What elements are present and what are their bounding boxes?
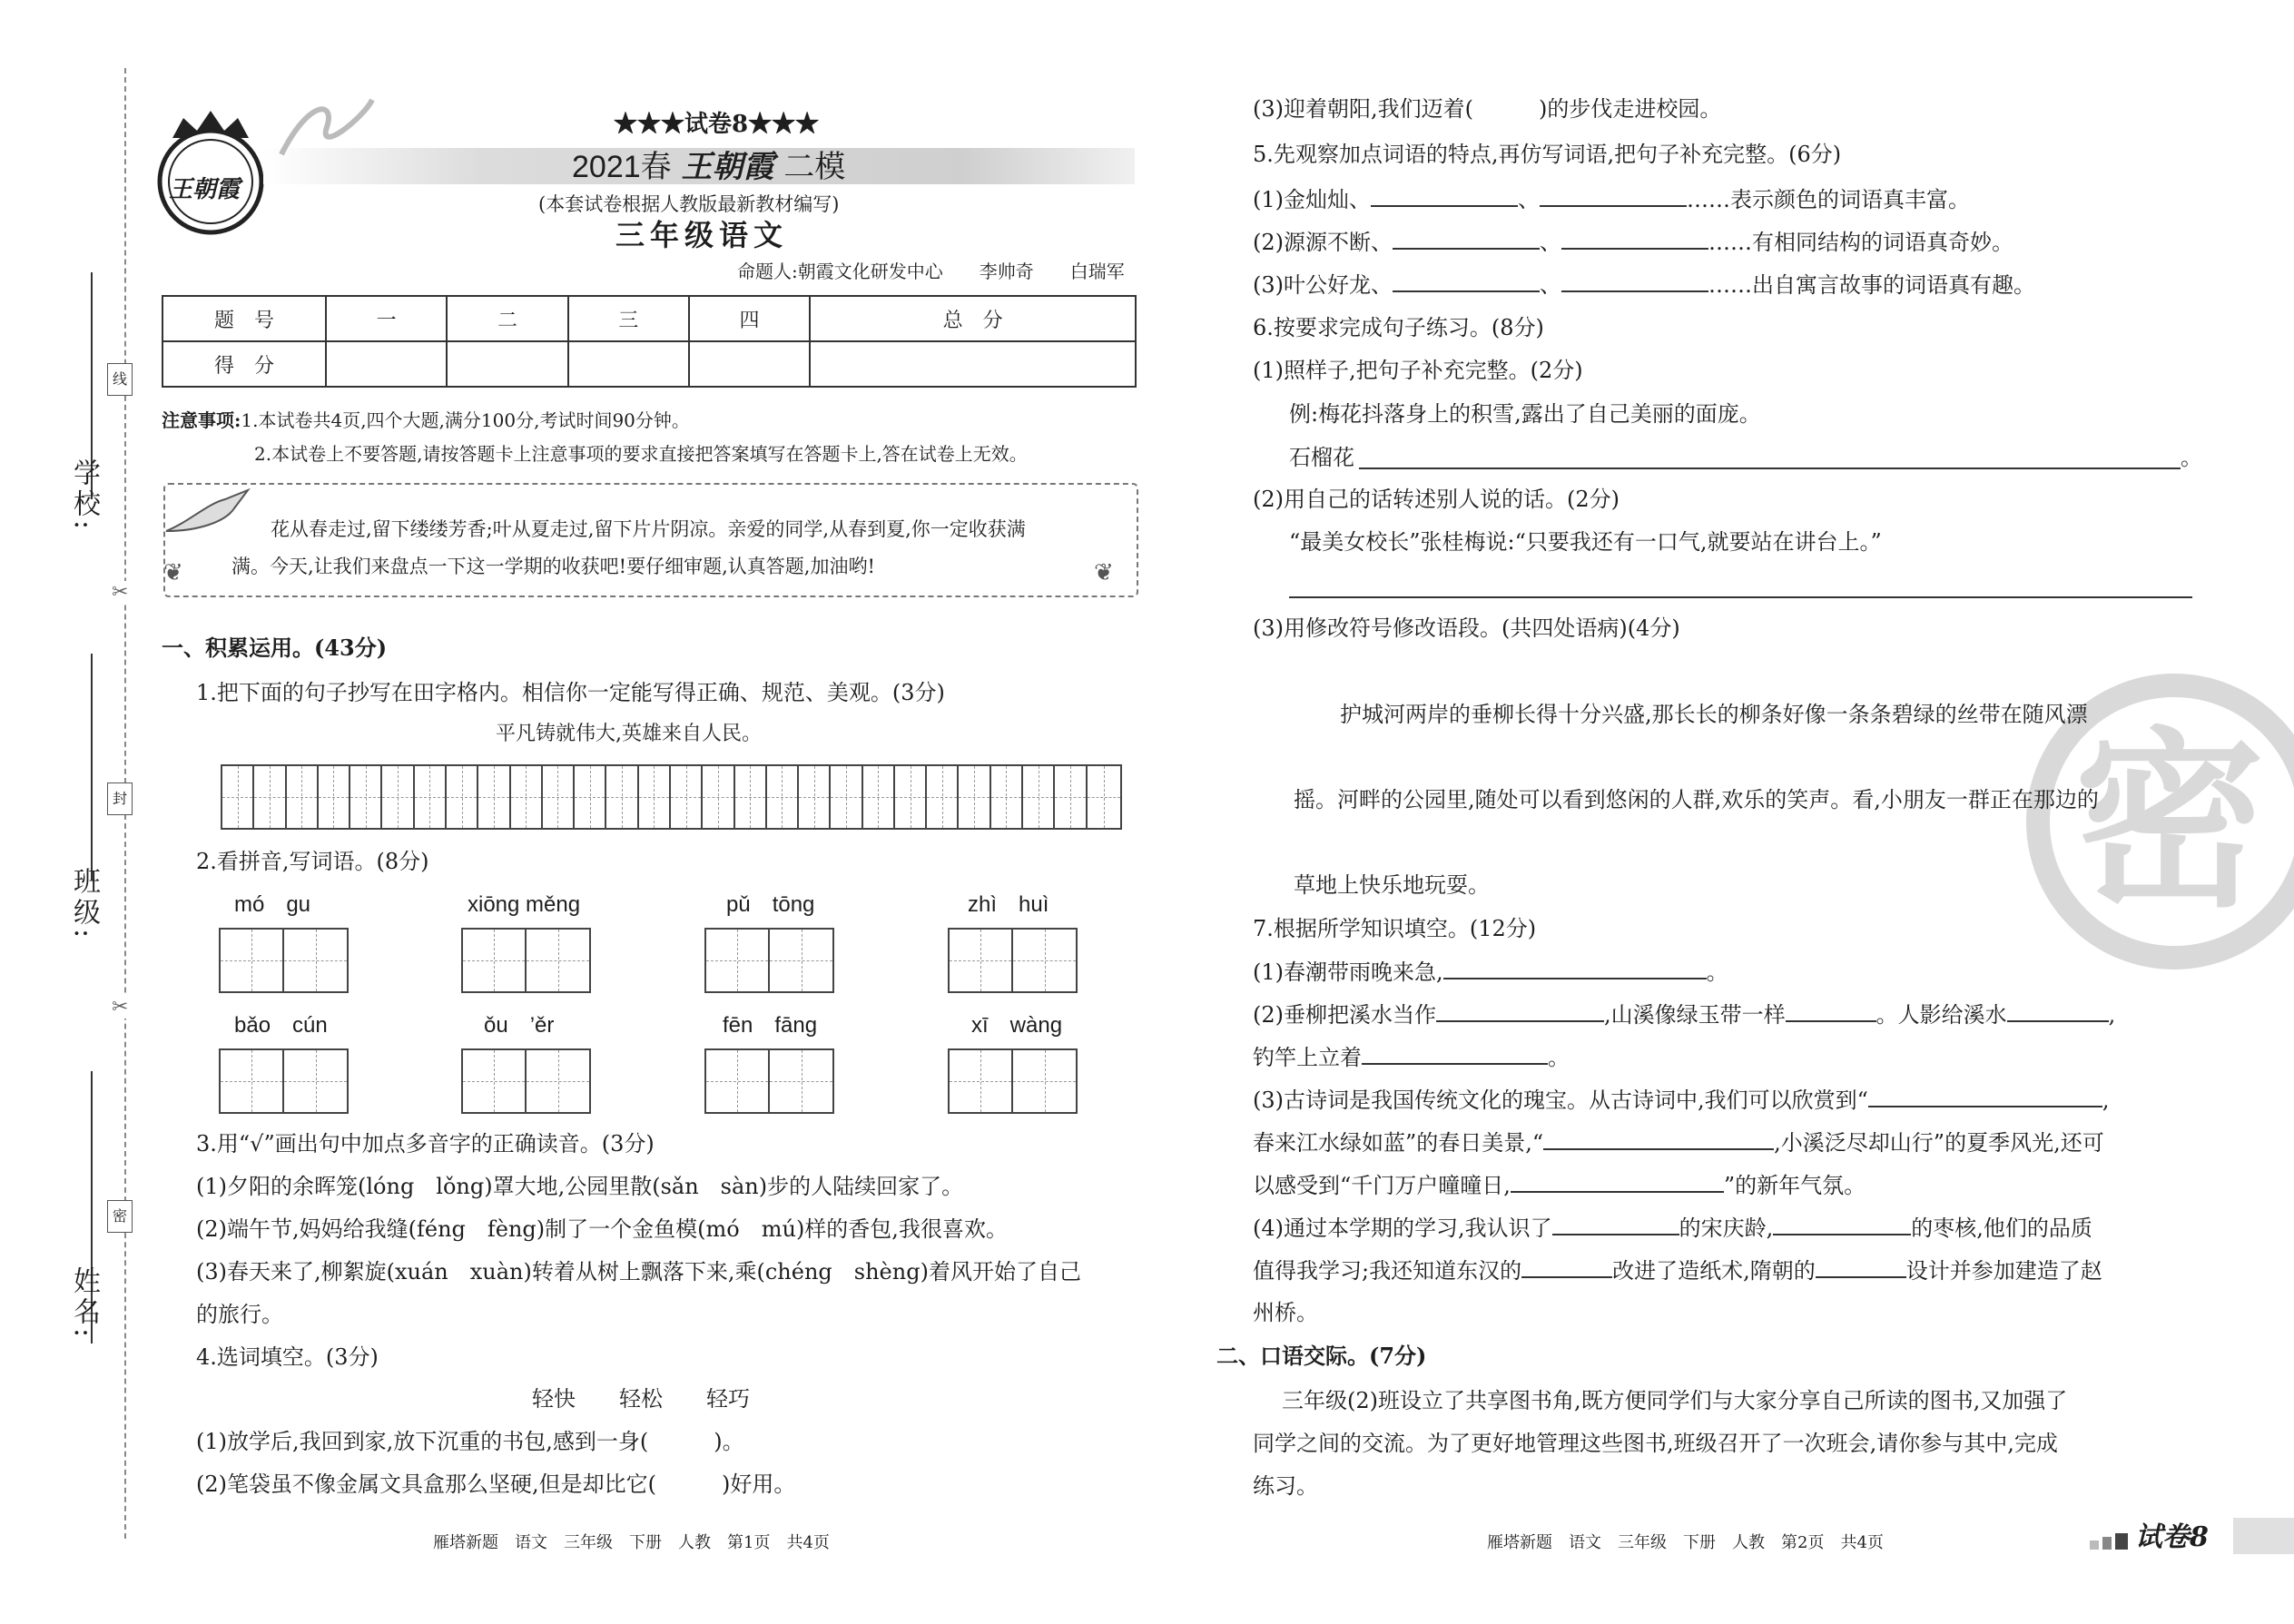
question-6-3-para-2: 摇。河畔的公园里,随处可以看到悠闲的人群,欢乐的笑声。看,小朋友一群正在那边的	[1294, 787, 2099, 812]
margin-name-label: 姓名:	[68, 1266, 100, 1342]
question-7-3-cont-1: 春来江水绿如蓝”的春日美景,“ ,小溪泛尽却山行”的夏季风光,还可	[1253, 1130, 2104, 1156]
notes-title: 注意事项:	[162, 409, 241, 431]
question-6-1-end: 。	[2181, 445, 2202, 470]
score-cell[interactable]	[447, 341, 567, 387]
sprout-icon: ❦	[1094, 559, 1114, 586]
notes-line-1	[162, 407, 690, 434]
pinyin-1: mó gu	[234, 892, 311, 917]
question-5: 5.先观察加点词语的特点,再仿写词语,把句子补充完整。(6分)	[1253, 142, 1842, 167]
question-7-4: (4)通过本学期的学习,我认识了 的宋庆龄, 的枣核,他们的品质	[1253, 1216, 2092, 1241]
ribbon-decoration	[272, 91, 381, 167]
answer-grid[interactable]	[948, 1048, 1078, 1114]
score-table-col-4: 四	[689, 296, 810, 341]
section-2-line-2: 同学之间的交流。为了更好地管理这些图书,班级召开了一次班会,请你参与其中,完成	[1253, 1431, 2058, 1456]
question-4-item-3: (3)迎着朝阳,我们迈着( )的步伐走进校园。	[1253, 96, 1722, 122]
question-7-4-cont-2: 州桥。	[1253, 1300, 1318, 1325]
note-1: 1.本试卷共4页,四个大题,满分100分,考试时间90分钟。	[241, 409, 690, 431]
question-3: 3.用“√”画出句中加点多音字的正确读音。(3分)	[196, 1131, 655, 1156]
pinyin-2: xiōng měng	[468, 892, 581, 917]
score-cell[interactable]	[810, 341, 1136, 387]
question-4-item-1: (1)放学后,我回到家,放下沉重的书包,感到一身( )。	[196, 1429, 744, 1454]
intro-line-2: 满。今天,让我们来盘点一下这一学期的收获吧!要仔细审题,认真答题,加油哟!	[231, 556, 875, 577]
answer-grid[interactable]	[219, 1048, 349, 1114]
score-cell[interactable]	[689, 341, 810, 387]
question-1: 1.把下面的句子抄写在田字格内。相信你一定能写得正确、规范、美观。(3分)	[196, 680, 945, 705]
score-table-col-total: 总 分	[810, 296, 1136, 341]
answer-grid[interactable]	[948, 928, 1078, 993]
blank-field[interactable]	[1393, 271, 1540, 292]
section-2-title: 二、口语交际。(7分)	[1216, 1343, 1427, 1369]
question-6-1: (1)照样子,把句子补充完整。(2分)	[1253, 358, 1583, 383]
pinyin-5: bǎo cún	[234, 1013, 328, 1038]
blank-field[interactable]	[1443, 958, 1707, 979]
blank-field[interactable]	[1362, 1043, 1548, 1065]
blank-field[interactable]	[1552, 1214, 1679, 1235]
watermark-text: 密	[2074, 709, 2266, 933]
blank-field[interactable]	[1561, 271, 1708, 292]
question-7-4-cont-1: 值得我学习;我还知道东汉的 改进了造纸术,隋朝的 设计并参加建造了赵	[1253, 1258, 2102, 1284]
question-2: 2.看拼音,写词语。(8分)	[196, 849, 429, 874]
question-6-2-quote: “最美女校长”张桂梅说:“只要我还有一口气,就要站在讲台上。”	[1289, 529, 1882, 555]
question-7-3-cont-2: 以感受到“千门万户曈曈日, ”的新年气氛。	[1253, 1173, 1866, 1198]
question-6-3-para-3: 草地上快乐地玩耍。	[1294, 872, 1490, 898]
pinyin-4: zhì huì	[968, 892, 1049, 917]
question-7-1: (1)春潮带雨晚来急, 。	[1253, 960, 1728, 985]
intro-line-1: 花从春走过,留下缕缕芳香;叶从夏走过,留下片片阴凉。亲爱的同学,从春到夏,你一定收获满	[271, 518, 1026, 540]
score-table	[162, 295, 1137, 388]
blank-field[interactable]	[1393, 228, 1540, 250]
question-5-item-3: (3)叶公好龙、 、 ……出自寓言故事的词语真有趣。	[1253, 272, 2035, 298]
blank-field[interactable]	[1816, 1256, 1906, 1278]
blank-field[interactable]	[1436, 1000, 1604, 1022]
question-1-sentence: 平凡铸就伟大,英雄来自人民。	[496, 723, 762, 745]
exam-subtitle: (本套试卷根据人教版最新教材编写)	[538, 193, 840, 215]
blank-field[interactable]	[1371, 185, 1518, 207]
question-6-3: (3)用修改符号修改语段。(共四处语病)(4分)	[1253, 615, 1680, 641]
right-footer: 雁塔新题 语文 三年级 下册 人教 第2页 共4页	[1487, 1533, 1884, 1552]
blank-field[interactable]	[1540, 185, 1687, 207]
question-3-item-1: (1)夕阳的余晖笼(lóng lǒng)罩大地,公园里散(sǎn sàn)步的人陆续回家了。	[196, 1174, 964, 1199]
question-5-item-1: (1)金灿灿、 、 ……表示颜色的词语真丰富。	[1253, 187, 1970, 212]
pinyin-6: ǒu ’ěr	[484, 1013, 555, 1038]
scissor-icon: ✂	[112, 996, 129, 1019]
score-table-col-1: 一	[326, 296, 447, 341]
corner-squares-decoration	[2088, 1528, 2133, 1557]
question-3-item-3: (3)春天来了,柳絮旋(xuán xuàn)转着从树上飘落下来,乘(chéng shèng)着风开始了自己	[196, 1259, 1081, 1284]
title-suffix: 二模	[783, 149, 846, 185]
question-4-words: 轻快 轻松 轻巧	[532, 1386, 750, 1412]
exam-subject: 三年级语文	[615, 218, 789, 252]
pinyin-7: fēn fāng	[723, 1013, 818, 1038]
seal-mi-box: 密	[107, 1200, 133, 1233]
pinyin-3: pǔ tōng	[726, 892, 815, 917]
question-3-item-3-cont: 的旅行。	[196, 1302, 283, 1327]
exam-title	[572, 149, 845, 185]
margin-class-label: 班级:	[68, 867, 100, 942]
corner-bar	[2233, 1518, 2294, 1554]
bird-icon	[162, 486, 252, 544]
blank-field[interactable]	[1561, 228, 1708, 250]
question-3-item-2: (2)端午节,妈妈给我缝(féng fèng)制了一个金鱼模(mó mú)样的香包,我很喜欢。	[196, 1216, 1008, 1242]
question-6-1-example: 例:梅花抖落身上的积雪,露出了自己美丽的面庞。	[1289, 401, 1761, 427]
question-6-3-para-1: 护城河两岸的垂柳长得十分兴盛,那长长的柳条好像一条条碧绿的丝带在随风漂	[1340, 702, 2088, 727]
blank-field[interactable]	[1786, 1000, 1876, 1022]
blank-field[interactable]	[1773, 1214, 1911, 1235]
scissor-icon: ✂	[112, 581, 129, 604]
section-2-line-1: 三年级(2)班设立了共享图书角,既方便同学们与大家分享自己所读的图书,又加强了	[1282, 1388, 2068, 1413]
logo-text: 王朝霞	[169, 176, 241, 203]
score-cell[interactable]	[568, 341, 689, 387]
answer-line[interactable]	[1289, 596, 2192, 598]
question-7-2: (2)垂柳把溪水当作 ,山溪像绿玉带一样 。人影给溪水 ,	[1253, 1002, 2116, 1028]
answer-grid[interactable]	[704, 1048, 834, 1114]
answer-grid[interactable]	[704, 928, 834, 993]
blank-field[interactable]	[1543, 1128, 1774, 1150]
title-brand: 王朝霞	[681, 149, 774, 185]
series-badge: ★★★试卷8★★★	[614, 111, 820, 138]
question-7: 7.根据所学知识填空。(12分)	[1253, 916, 1537, 941]
exam-authors: 命题人:朝霞文化研发中心 李帅奇 白瑞军	[737, 261, 1125, 282]
answer-grid[interactable]	[219, 928, 349, 993]
blank-field[interactable]	[1868, 1086, 2102, 1107]
margin-class-underline	[91, 654, 93, 881]
blank-field[interactable]	[1511, 1171, 1724, 1193]
pinyin-8: xī wàng	[971, 1013, 1063, 1038]
copy-grid[interactable]	[221, 764, 1122, 830]
answer-grid[interactable]	[461, 1048, 591, 1114]
left-footer: 雁塔新题 语文 三年级 下册 人教 第1页 共4页	[433, 1533, 830, 1552]
answer-grid[interactable]	[461, 928, 591, 993]
margin-school-label: 学校:	[68, 458, 100, 534]
score-table-col-3: 三	[568, 296, 689, 341]
title-prefix: 2021春	[572, 150, 672, 184]
section-1-title: 一、积累运用。(43分)	[162, 635, 388, 661]
question-4: 4.选词填空。(3分)	[196, 1344, 379, 1370]
question-6: 6.按要求完成句子练习。(8分)	[1253, 315, 1544, 340]
question-6-2: (2)用自己的话转述别人说的话。(2分)	[1253, 487, 1620, 512]
section-2-line-3: 练习。	[1253, 1473, 1318, 1499]
score-cell[interactable]	[326, 341, 447, 387]
note-2: 2.本试卷上不要答题,请按答题卡上注意事项的要求直接把答案填写在答题卡上,答在试卷上无效。	[254, 443, 1028, 465]
sprout-icon: ❦	[163, 559, 183, 586]
corner-label: 试卷8	[2135, 1521, 2209, 1553]
blank-field[interactable]	[1521, 1256, 1612, 1278]
brand-logo	[156, 102, 265, 238]
question-4-item-2: (2)笔袋虽不像金属文具盒那么坚硬,但是却比它( )好用。	[196, 1471, 796, 1497]
score-table-col-2: 二	[447, 296, 567, 341]
seal-line-box: 线	[107, 363, 133, 396]
answer-line[interactable]	[1359, 468, 2181, 469]
blank-field[interactable]	[2007, 1000, 2109, 1022]
score-table-header-label: 题 号	[162, 296, 326, 341]
question-7-2-cont: 钓竿上立着 。	[1253, 1045, 1570, 1070]
seal-feng-box: 封	[107, 782, 133, 815]
question-7-3: (3)古诗词是我国传统文化的瑰宝。从古诗词中,我们可以欣赏到“ ,	[1253, 1088, 2110, 1113]
question-6-1-start: 石榴花	[1289, 445, 1354, 470]
question-5-item-2: (2)源源不断、 、 ……有相同结构的词语真奇妙。	[1253, 230, 2013, 255]
score-table-score-label: 得 分	[162, 341, 326, 387]
